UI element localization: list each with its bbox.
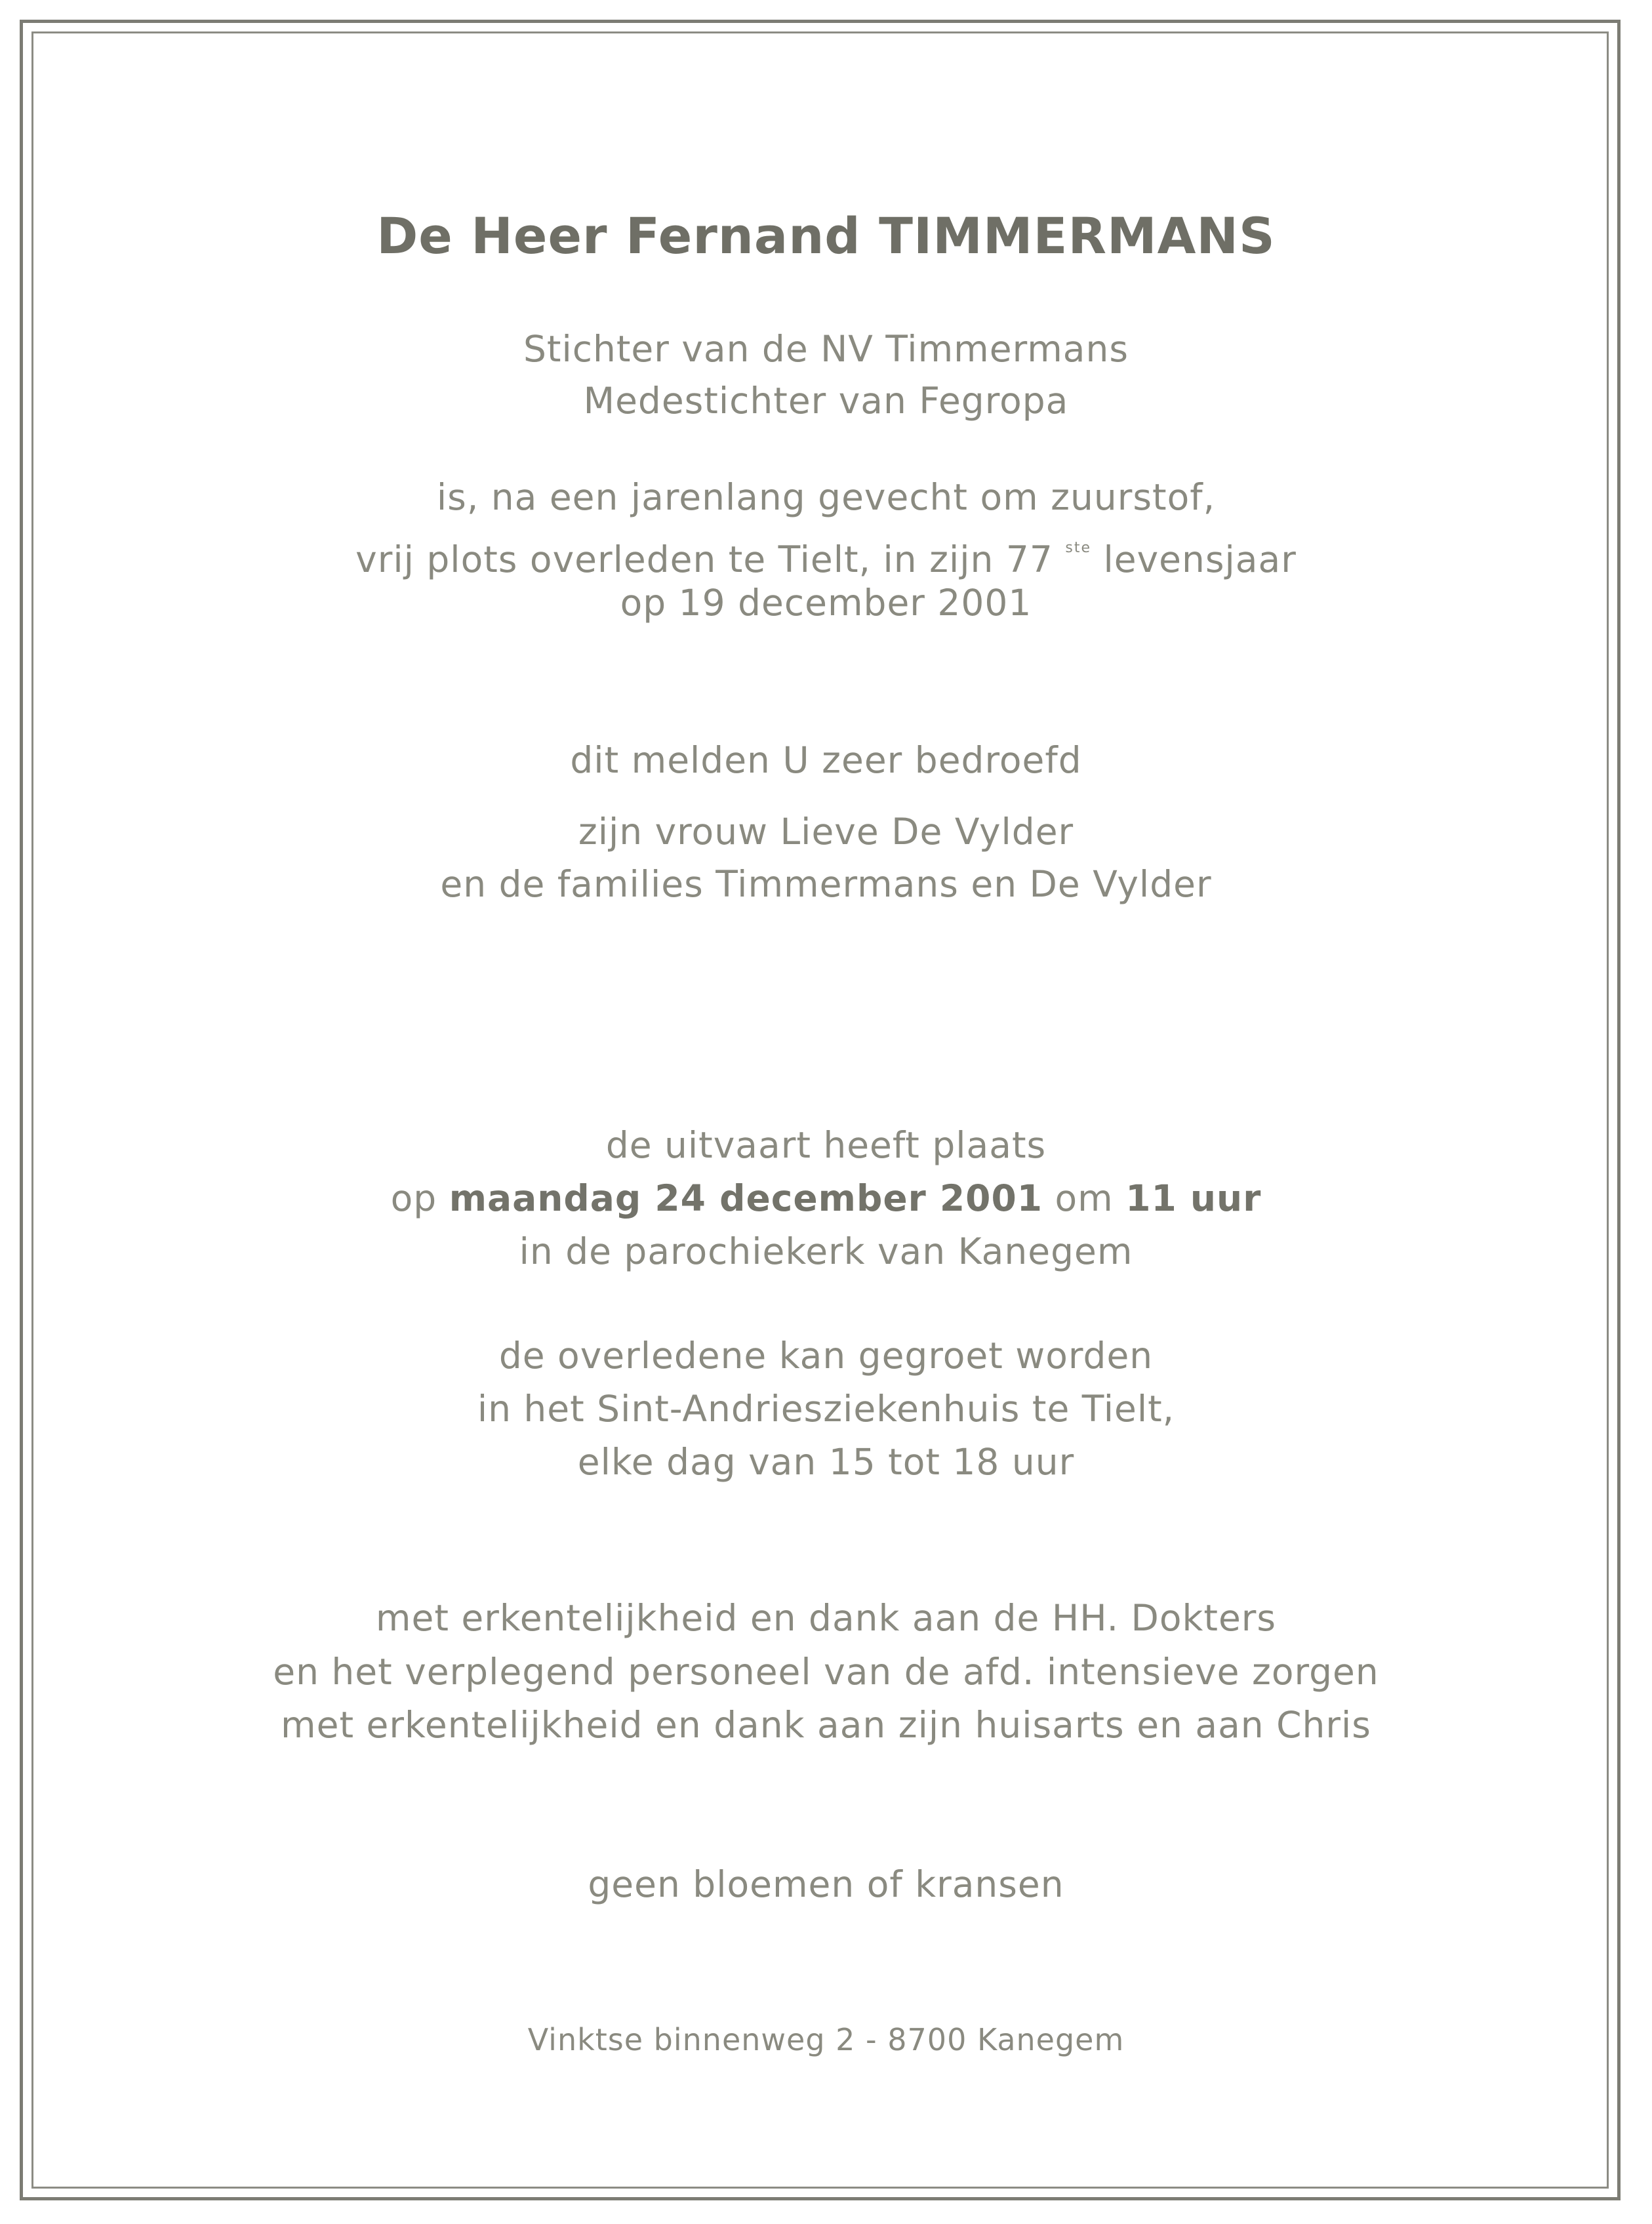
family-spouse: zijn vrouw Lieve De Vylder bbox=[578, 811, 1074, 853]
thanks-family-doctor: met erkentelijkheid en dank aan zijn huisarts en aan Chris bbox=[281, 1704, 1371, 1746]
thanks-nursing-staff: en het verplegend personeel van de afd. intensieve zorgen bbox=[273, 1651, 1379, 1693]
funeral-intro: de uitvaart heeft plaats bbox=[605, 1124, 1047, 1166]
name-prefix: De Heer Fernand bbox=[376, 207, 879, 265]
death-line-2 bbox=[0, 525, 1652, 582]
no-flowers-note: geen bloemen of kransen bbox=[588, 1863, 1064, 1905]
deceased-name bbox=[0, 205, 1652, 268]
ordinal-suffix: ste bbox=[1065, 540, 1091, 556]
funeral-date: maandag 24 december 2001 bbox=[449, 1177, 1043, 1219]
viewing-intro: de overledene kan gegroet worden bbox=[498, 1335, 1154, 1377]
funeral-location: in de parochiekerk van Kanegem bbox=[519, 1230, 1133, 1272]
death-date: op 19 december 2001 bbox=[620, 582, 1032, 624]
death-line-1: is, na een jarenlang gevecht om zuurstof, bbox=[436, 476, 1216, 518]
funeral-time: 11 uur bbox=[1125, 1177, 1262, 1219]
viewing-location: in het Sint-Andriesziekenhuis te Tielt, bbox=[477, 1388, 1175, 1430]
funeral-op: op bbox=[390, 1177, 449, 1219]
funeral-datetime bbox=[0, 1175, 1652, 1221]
role-founder: Stichter van de NV Timmermans bbox=[523, 328, 1129, 370]
name-surname: TIMMERMANS bbox=[879, 207, 1276, 265]
death-line-2-end: levensjaar bbox=[1091, 538, 1297, 580]
role-cofounder: Medestichter van Fegropa bbox=[583, 380, 1069, 422]
viewing-hours: elke dag van 15 tot 18 uur bbox=[577, 1441, 1075, 1483]
funeral-om: om bbox=[1043, 1177, 1126, 1219]
thanks-doctors: met erkentelijkheid en dank aan de HH. Dokters bbox=[375, 1597, 1277, 1639]
family-relatives: en de families Timmermans en De Vylder bbox=[440, 863, 1212, 905]
death-line-2-start: vrij plots overleden te Tielt, in zijn 77 bbox=[355, 538, 1066, 580]
address: Vinktse binnenweg 2 - 8700 Kanegem bbox=[527, 2022, 1125, 2057]
announcement-intro: dit melden U zeer bedroefd bbox=[570, 739, 1082, 781]
